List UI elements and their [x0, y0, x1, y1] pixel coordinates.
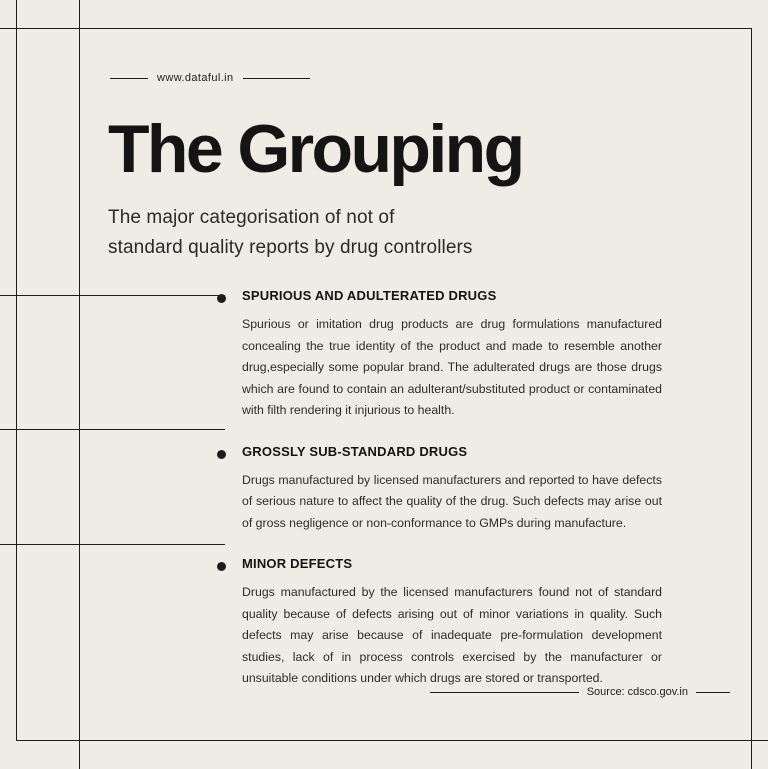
section-title: SPURIOUS AND ADULTERATED DRUGS	[242, 288, 497, 303]
section-body: Drugs manufactured by licensed manufacturers and reported to have defects of serious nature to affect the quality of the drug. Such defects may arise out of gross negligence or non-conformance to GMPs during manufacture.	[242, 472, 662, 530]
rule-dash-before-source	[430, 692, 579, 693]
source-label: Source: cdsco.gov.in	[586, 686, 688, 698]
vertical-rule-right	[751, 28, 752, 769]
bullet-icon	[217, 562, 226, 571]
sections-list	[218, 288, 670, 690]
section-body: Spurious or imitation drug products are drug formulations manufactured concealing the true identity of the product and made to resemble another drug,especially some popular brand. The adulterated drugs are those drugs which are found to contain an adulterant/substituted product or contaminated with filth rendering it injurious to health.	[242, 317, 662, 417]
rule-dash-after-source	[696, 692, 730, 693]
rule-dash-after-url	[243, 78, 310, 79]
bullet-icon	[217, 450, 226, 459]
horizontal-rule-bottom	[16, 740, 768, 741]
list-item	[218, 444, 670, 535]
horizontal-rule-top	[0, 28, 751, 29]
page-subtitle-line-1: The major categorisation of not of	[108, 207, 395, 228]
source-row	[430, 686, 730, 698]
site-url: www.dataful.in	[157, 72, 234, 84]
horizontal-rule-section-2	[0, 429, 225, 430]
section-body: Drugs manufactured by the licensed manufacturers found not of standard quality because of defects arising out of minor variations in quality. Such defects may arise because of inadequate pre-formulation development studies, lack of in process controls exercised by the manufacturer or unsuitable conditions under which drugs are stored or transported.	[242, 585, 662, 685]
site-url-row	[110, 72, 310, 84]
rule-dash-before-url	[110, 78, 148, 79]
page-subtitle	[108, 203, 473, 263]
horizontal-rule-section-3	[0, 544, 225, 545]
horizontal-rule-section-1	[0, 295, 225, 296]
section-title: GROSSLY SUB-STANDARD DRUGS	[242, 443, 468, 459]
list-item	[218, 556, 670, 690]
bullet-icon	[217, 294, 226, 303]
vertical-rule-middle	[79, 0, 80, 769]
page-subtitle-line-2: standard quality reports by drug controllers	[108, 237, 473, 258]
section-title: MINOR DEFECTS	[242, 556, 353, 571]
page-title: The Grouping	[108, 111, 523, 187]
list-item	[218, 288, 670, 422]
vertical-rule-left	[16, 0, 17, 740]
